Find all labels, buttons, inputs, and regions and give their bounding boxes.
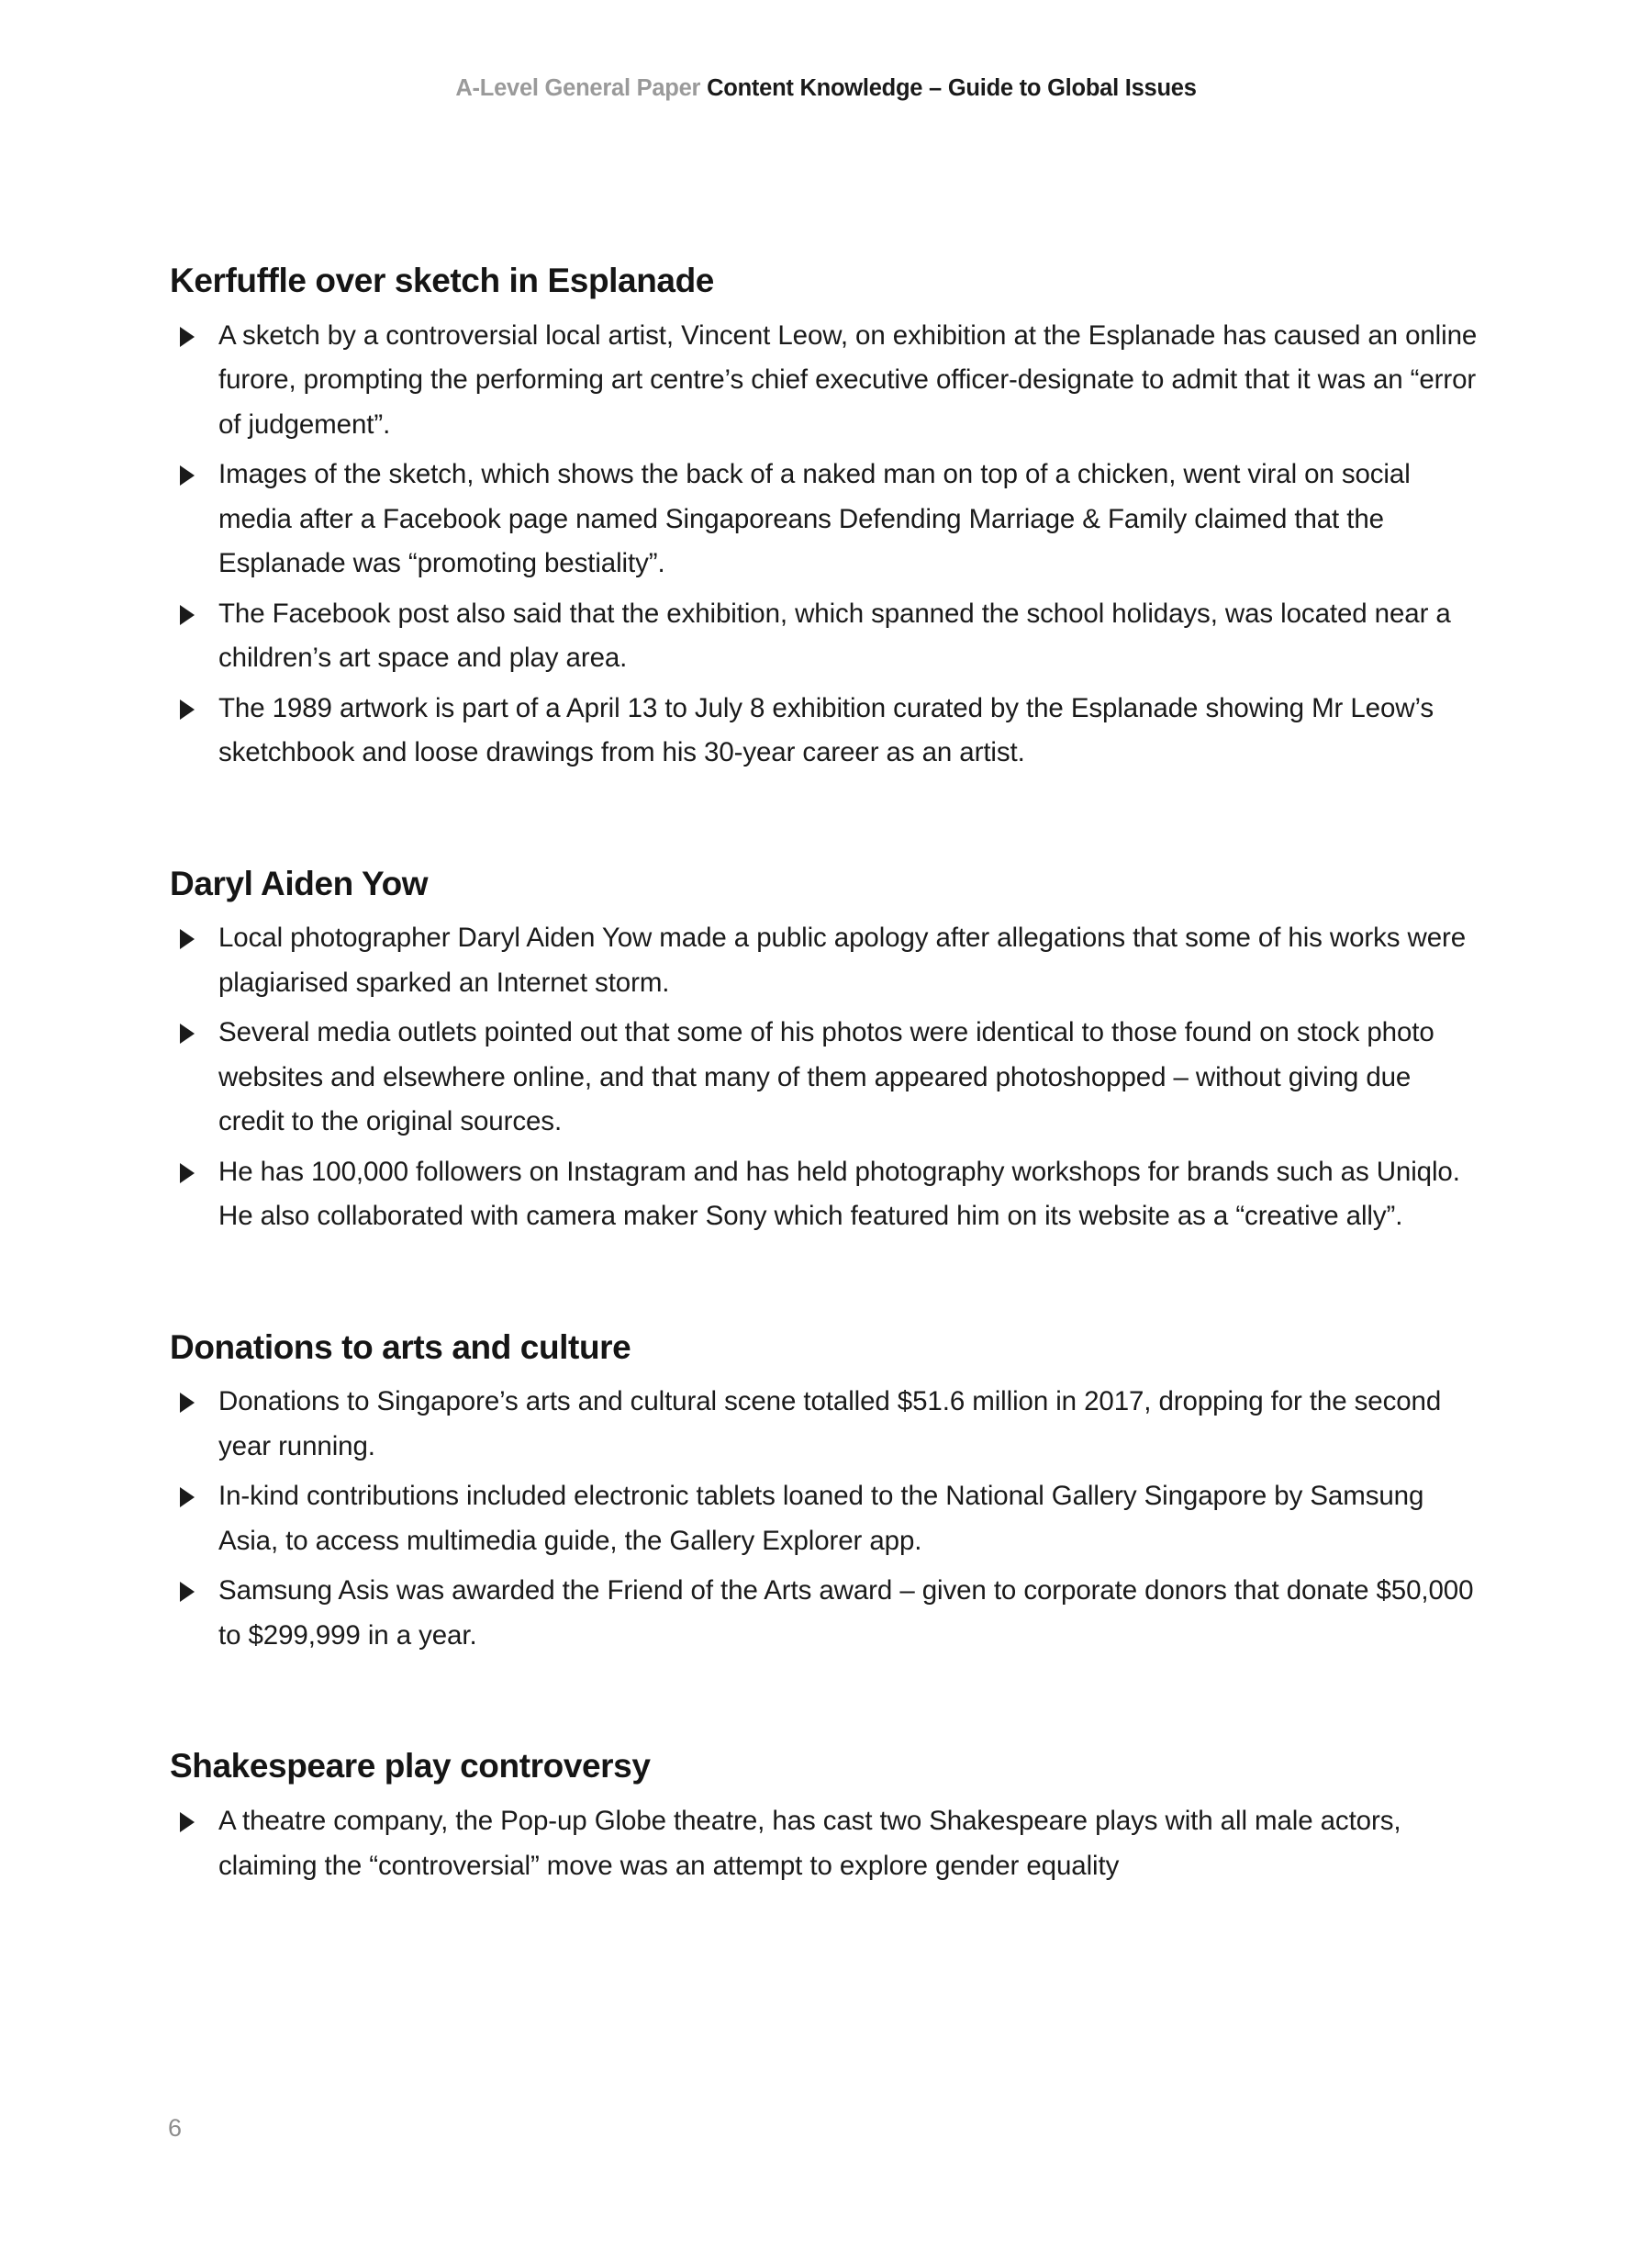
bullet-item [170, 1150, 1482, 1239]
bullet-item [170, 314, 1482, 448]
bullet-text: Images of the sketch, which shows the back of a naked man on top of a chicken, went viral on social media after a Facebook page named Singaporeans Defending Marriage & Family claimed that the Esplanade was “promoting bestiality”. [218, 459, 1411, 579]
bullet-text: Local photographer Daryl Aiden Yow made a public apology after allegations that some of his works were plagiarised sparked an Internet storm. [218, 923, 1467, 998]
triangle-right-icon [180, 700, 195, 720]
content-section [170, 864, 1482, 1239]
section-heading: Donations to arts and culture [170, 1327, 631, 1366]
bullet-item [170, 687, 1482, 776]
bullet-item [170, 1569, 1482, 1658]
bullet-text: In-kind contributions included electronic tablets loaned to the National Gallery Singapore by Samsung Asia, to access multimedia guide, the Gallery Explorer app. [218, 1481, 1424, 1556]
bullet-text: The Facebook post also said that the exhibition, which spanned the school holidays, was located near a children’s art space and play area. [218, 598, 1451, 674]
document-body [170, 261, 1482, 1888]
content-section [170, 261, 1482, 776]
triangle-right-icon [180, 1487, 195, 1507]
triangle-right-icon [180, 1393, 195, 1413]
bullet-item [170, 453, 1482, 587]
bullet-item [170, 1799, 1482, 1888]
section-heading: Kerfuffle over sketch in Esplanade [170, 262, 714, 299]
triangle-right-icon [180, 1024, 195, 1044]
bullet-text: A theatre company, the Pop-up Globe theatre, has cast two Shakespeare plays with all male actors, claiming the “controversial” move was an attempt to explore gender equality [218, 1806, 1401, 1881]
triangle-right-icon [180, 929, 195, 949]
bullet-item [170, 1474, 1482, 1563]
bullet-item [170, 1380, 1482, 1469]
content-section [170, 1746, 1482, 1888]
triangle-right-icon [180, 1812, 195, 1832]
running-header-title: Content Knowledge – Guide to Global Issues [707, 75, 1197, 101]
triangle-right-icon [180, 1163, 195, 1183]
triangle-right-icon [180, 1582, 195, 1602]
bullet-text: He has 100,000 followers on Instagram and has held photography workshops for brands such as Uniqlo. He also collaborated with camera maker Sony which featured him on its website as a “creative ally”. [218, 1156, 1460, 1232]
bullet-text: Several media outlets pointed out that some of his photos were identical to those found on stock photo websites and elsewhere online, and that many of them appeared photoshopped – without giving due credit to the original sources. [218, 1017, 1434, 1137]
bullet-item [170, 592, 1482, 681]
running-header-subject: A-Level General Paper [455, 75, 701, 101]
bullet-text: Donations to Singapore’s arts and cultural scene totalled $51.6 million in 2017, dropping for the second year running. [218, 1386, 1442, 1461]
section-heading: Daryl Aiden Yow [170, 864, 429, 902]
triangle-right-icon [180, 327, 195, 347]
bullet-list [170, 1380, 1482, 1658]
section-heading: Shakespeare play controversy [170, 1747, 651, 1785]
page-number: 6 [168, 2114, 183, 2142]
bullet-text: A sketch by a controversial local artist, Vincent Leow, on exhibition at the Esplanade has caused an online furore, prompting the performing art centre’s chief executive officer-designate to admit that it was an “error of judgement”. [218, 319, 1478, 440]
running-header [0, 75, 1652, 102]
bullet-list [170, 1799, 1482, 1888]
triangle-right-icon [180, 605, 195, 625]
bullet-item [170, 916, 1482, 1005]
bullet-list [170, 916, 1482, 1239]
bullet-list [170, 314, 1482, 776]
bullet-text: Samsung Asis was awarded the Friend of the Arts award – given to corporate donors that donate $50,000 to $299,999 in a year. [218, 1575, 1474, 1651]
bullet-item [170, 1011, 1482, 1145]
bullet-text: The 1989 artwork is part of a April 13 to July 8 exhibition curated by the Esplanade showing Mr Leow’s sketchbook and loose drawings from his 30-year career as an artist. [218, 692, 1434, 768]
triangle-right-icon [180, 465, 195, 486]
content-section [170, 1327, 1482, 1659]
